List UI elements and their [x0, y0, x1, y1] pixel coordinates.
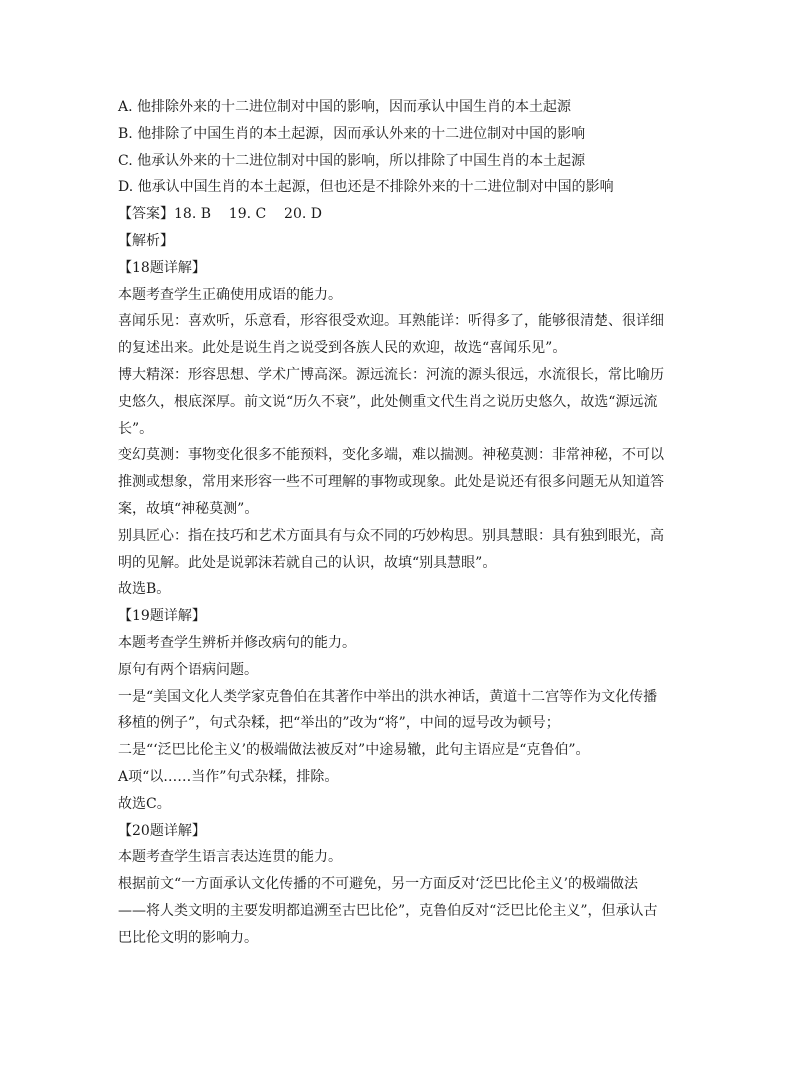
q19-line: 原句有两个语病问题。 — [118, 661, 258, 678]
q18-line: 明的见解。此处是说郭沫若就自己的认识，故填“别具慧眼”。 — [118, 554, 497, 571]
q18-line: 长”。 — [118, 420, 154, 437]
q20-line: 根据前文“一方面承认文化传播的不可避免，另一方面反对‘泛巴比伦主义’的极端做法 — [118, 876, 639, 893]
q18-line: 喜闻乐见：喜欢听，乐意看，形容很受欢迎。耳熟能详：听得多了，能够很清楚、很详细 — [118, 313, 664, 330]
q18-line: 的复述出来。此处是说生肖之说受到各族人民的欢迎，故选“喜闻乐见”。 — [118, 340, 567, 357]
q19-line: 本题考查学生辨析并修改病句的能力。 — [118, 634, 356, 651]
q18-line: 故选B。 — [118, 581, 171, 598]
q19-line: A项“以……当作”句式杂糅，排除。 — [118, 768, 339, 785]
document-page — [118, 94, 672, 952]
q19-line: 二是“‘泛巴比伦主义’的极端做法被反对”中途易辙，此句主语应是“克鲁伯”。 — [118, 742, 590, 759]
q18-line: 博大精深：形容思想、学术广博高深。源远流长：河流的源头很远，水流很长，常比喻历 — [118, 366, 664, 383]
q20-line: 巴比伦文明的影响力。 — [118, 929, 258, 946]
q18-line: 变幻莫测：事物变化很多不能预料，变化多端，难以揣测。神秘莫测：非常神秘，不可以 — [118, 447, 664, 464]
q18-line: 本题考查学生正确使用成语的能力。 — [118, 286, 342, 303]
q19-line: 移植的例子”，句式杂糅，把“举出的”改为“将”，中间的逗号改为顿号； — [118, 715, 560, 732]
analysis-heading: 【解析】 — [118, 232, 174, 249]
q18-heading: 【18题详解】 — [118, 259, 206, 276]
q18-line: 史悠久，根底深厚。前文说“历久不衰”，此处侧重文代生肖之说历史悠久，故选“源远流 — [118, 393, 658, 410]
q19-line: 一是“美国文化人类学家克鲁伯在其著作中举出的洪水神话，黄道十二宫等作为文化传播 — [118, 688, 658, 705]
q19-line: 故选C。 — [118, 795, 171, 812]
q18-line: 案，故填“神秘莫测”。 — [118, 500, 259, 517]
q20-line: 本题考查学生语言表达连贯的能力。 — [118, 849, 342, 866]
q19-heading: 【19题详解】 — [118, 608, 206, 625]
q20-line: ——将人类文明的主要发明都追溯至古巴比伦”，克鲁伯反对“泛巴比伦主义”，但承认古 — [118, 902, 658, 919]
option-c: C. 他承认外来的十二进位制对中国的影响，所以排除了中国生肖的本土起源 — [118, 152, 586, 169]
option-a: A. 他排除外来的十二进位制对中国的影响，因而承认中国生肖的本土起源 — [118, 99, 572, 115]
q18-line: 别具匠心：指在技巧和艺术方面具有与众不同的巧妙构思。别具慧眼：具有独到眼光，高 — [118, 527, 664, 544]
option-b: B. 他排除了中国生肖的本土起源，因而承认外来的十二进位制对中国的影响 — [118, 125, 586, 142]
q20-heading: 【20题详解】 — [118, 822, 206, 839]
answer-line: 【答案】18. B 19. C 20. D — [118, 206, 322, 223]
option-d: D. 他承认中国生肖的本土起源，但也还是不排除外来的十二进位制对中国的影响 — [118, 179, 614, 196]
q18-line: 推测或想象，常用来形容一些不可理解的事物或现象。此处是说还有很多问题无从知道答 — [118, 474, 664, 491]
